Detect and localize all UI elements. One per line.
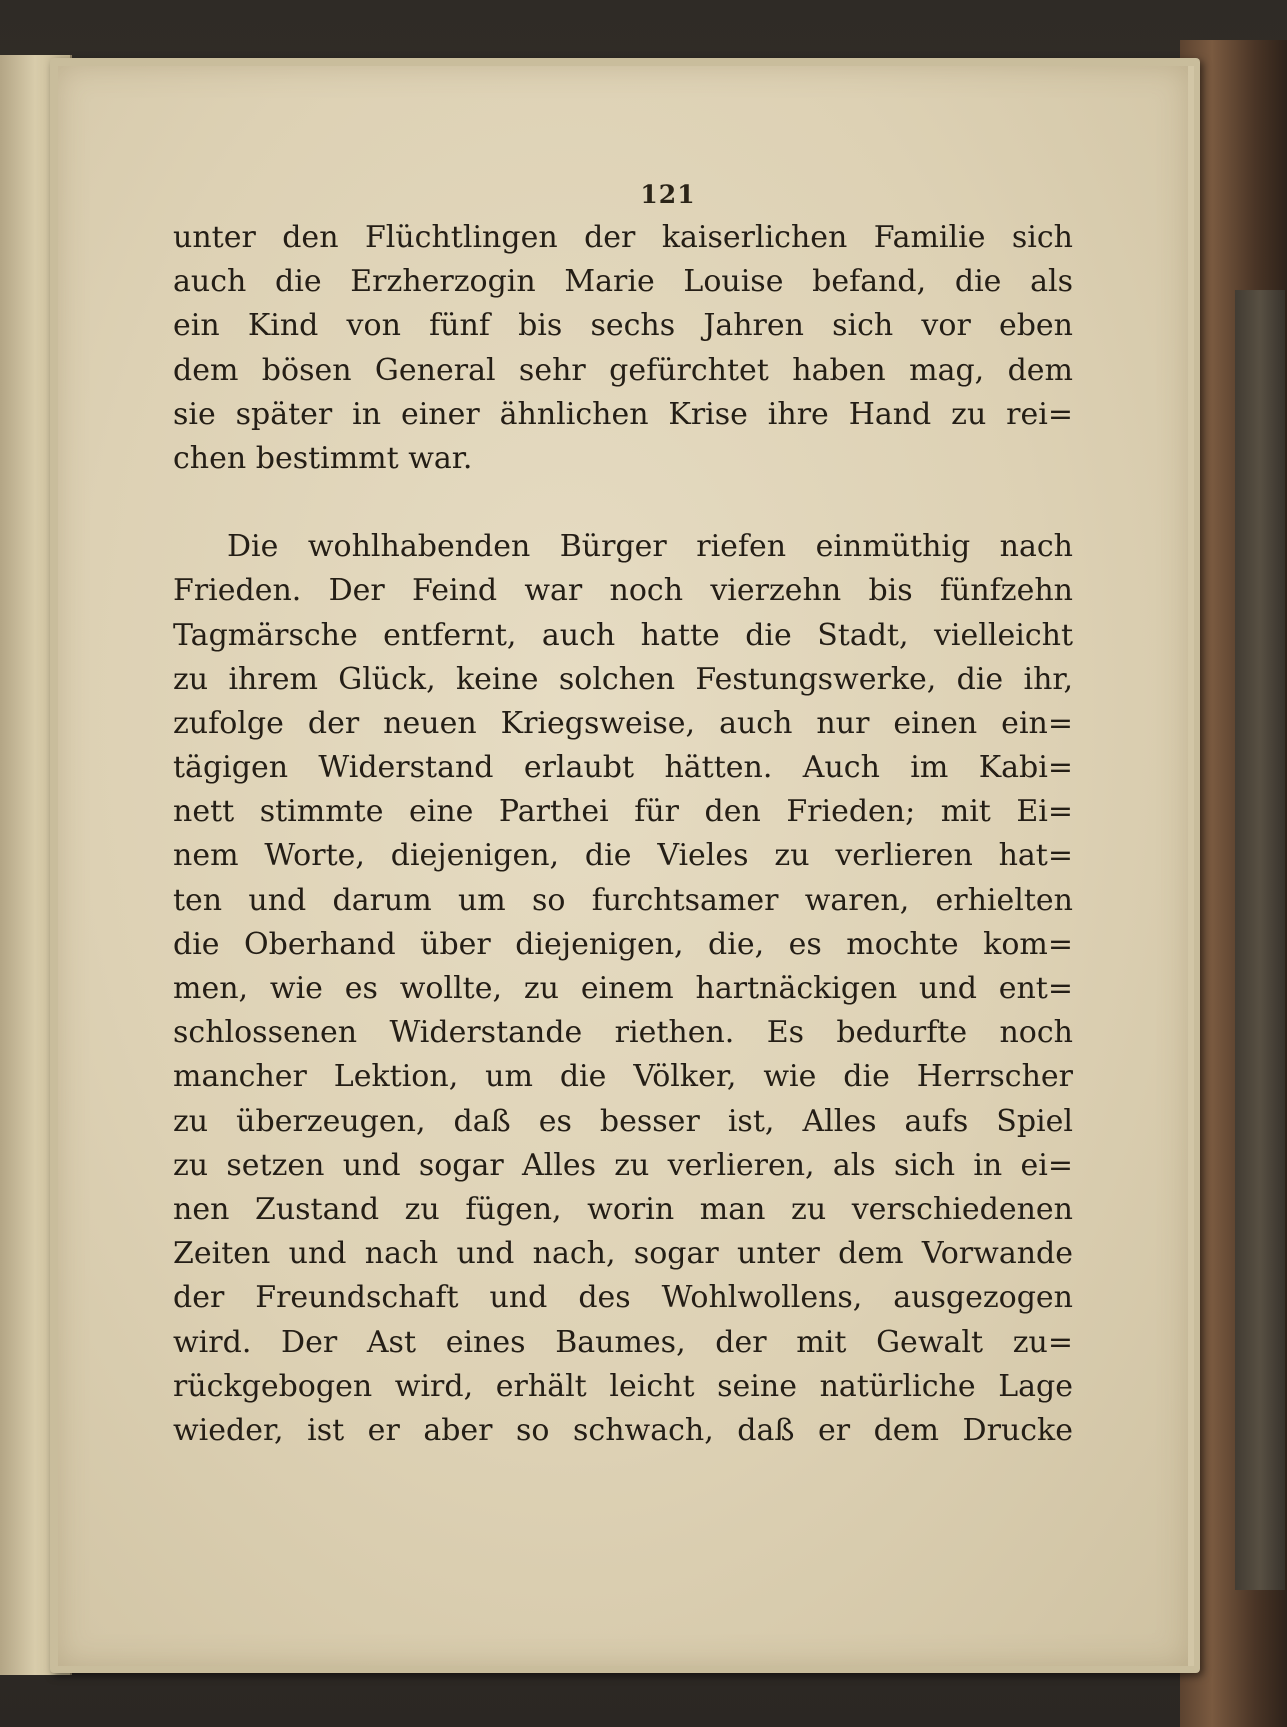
text-line: chen bestimmt war.: [173, 440, 473, 476]
text-line: tägigen Widerstand erlaubt hätten. Auch im Kabi=: [173, 750, 1073, 786]
text-line: Frieden. Der Feind war noch vierzehn bis fünfzehn: [173, 573, 1073, 609]
text-line: men, wie es wollte, zu einem hartnäckigen und ent=: [173, 971, 1073, 1006]
text-line: ein Kind von fünf bis sechs Jahren sich vor eben: [173, 308, 1073, 344]
text-line: sie später in einer ähnlichen Krise ihre Hand zu rei=: [173, 396, 1073, 432]
text-line: zu überzeugen, daß es besser ist, Alles aufs Spiel: [173, 1103, 1073, 1139]
text-line: nett stimmte eine Parthei für den Frieden; mit Ei=: [173, 794, 1073, 830]
text-line: zufolge der neuen Kriegsweise, auch nur einen ein=: [173, 705, 1073, 741]
text-line: zu ihrem Glück, keine solchen Festungswerke, die ihr,: [173, 661, 1073, 697]
cover-spine-band: [1235, 290, 1285, 1590]
text-line: die Oberhand über diejenigen, die, es mochte kom=: [173, 926, 1073, 962]
text-line: unter den Flüchtlingen der kaiserlichen Familie sich: [173, 220, 1073, 255]
text-line: auch die Erzherzogin Marie Louise befand, die als: [173, 264, 1073, 300]
text-line: wieder, ist er aber so schwach, daß er dem Drucke: [173, 1412, 1073, 1448]
text-line: rückgebogen wird, erhält leicht seine natürliche Lage: [173, 1368, 1073, 1404]
text-line: ten und darum um so furchtsamer waren, erhielten: [173, 882, 1073, 918]
text-line: nen Zustand zu fügen, worin man zu verschiedenen: [173, 1191, 1073, 1227]
text-line: Zeiten und nach und nach, sogar unter dem Vorwande: [173, 1236, 1073, 1272]
paragraph-gap: [173, 481, 1073, 525]
text-line: nem Worte, diejenigen, die Vieles zu verlieren hat=: [173, 838, 1073, 874]
book-page: [58, 66, 1194, 1666]
text-line: zu setzen und sogar Alles zu verlieren, als sich in ei=: [173, 1147, 1073, 1183]
text-line: Tagmärsche entfernt, auch hatte die Stadt, vielleicht: [173, 617, 1073, 653]
page-text: [173, 216, 1073, 1453]
text-line: der Freundschaft und des Wohlwollens, ausgezogen: [173, 1280, 1073, 1316]
text-line: schlossenen Widerstande riethen. Es bedurfte noch: [173, 1015, 1073, 1051]
page-number: 121: [640, 180, 696, 209]
text-line: wird. Der Ast eines Baumes, der mit Gewalt zu=: [173, 1324, 1073, 1360]
text-line: dem bösen General sehr gefürchtet haben mag, dem: [173, 352, 1073, 388]
paragraph-1: [173, 216, 1073, 481]
paragraph-2: [173, 525, 1073, 1453]
text-line: Die wohlhabenden Bürger riefen einmüthig nach: [227, 529, 1073, 565]
text-line: mancher Lektion, um die Völker, wie die Herrscher: [173, 1059, 1073, 1095]
